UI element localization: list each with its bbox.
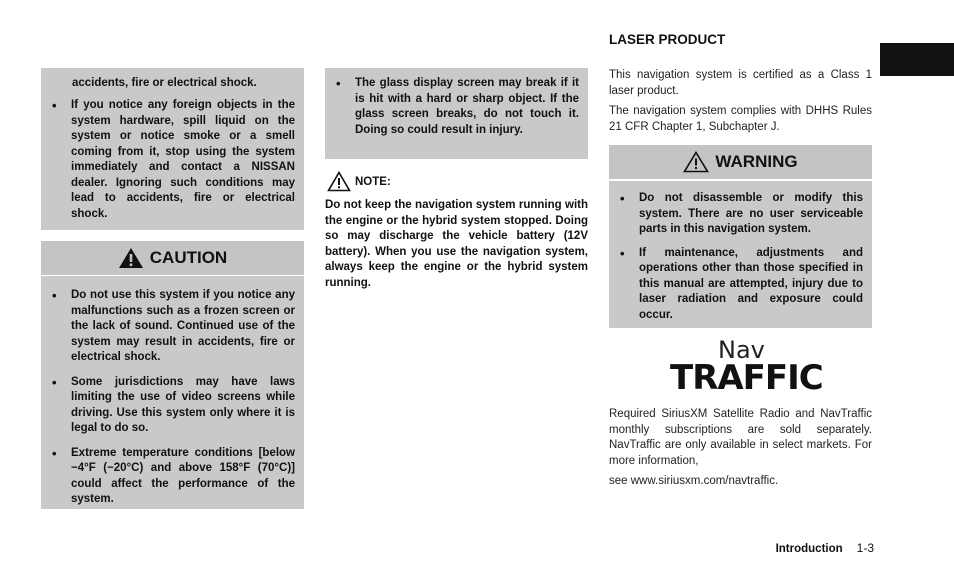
note-triangle-icon (327, 171, 351, 192)
warning-box (609, 181, 872, 328)
navtraffic-logo-nav: Nav (718, 336, 765, 364)
continued-warning-box (41, 68, 304, 230)
siriusxm-para: Required SiriusXM Satellite Radio and NavTraffic monthly subscriptions are sold separately. NavTraffic are only available in select markets. For more information, (609, 408, 872, 467)
chapter-tab (880, 43, 954, 76)
caution-box (41, 276, 304, 509)
caution-header (41, 241, 304, 275)
continued-text: accidents, fire or electrical shock. (72, 77, 257, 89)
list-item: • If maintenance, adjustments and operations other than those specified in this manual are attempted, injury due to laser radiation and exposure could occur. (609, 246, 863, 324)
caution-title: CAUTION (149, 248, 228, 267)
continued-warning-list (41, 98, 295, 231)
navtraffic-logo (662, 336, 822, 398)
laser-para-1: This navigation system is certified as a Class 1 laser product. (609, 69, 872, 97)
list-item: • Do not use this system if you notice any malfunctions such as a frozen screen or the lack of sound. Continued use of the system may result in accidents, fire or electrical shock. (41, 288, 295, 366)
footer (760, 541, 874, 555)
warning-list (609, 191, 863, 332)
list-item: • Do not disassemble or modify this system. There are no user serviceable parts in this navigation system. (609, 191, 863, 238)
list-item: • Extreme temperature conditions [below −4°F (−20°C) and above 158°F (70°C)] could affect the performance of the system. (41, 446, 295, 508)
warning-triangle-icon (683, 151, 709, 173)
footer-section: Introduction (775, 543, 843, 555)
laser-product-heading: LASER PRODUCT (609, 32, 726, 47)
siriusxm-url: see www.siriusxm.com/navtraffic. (609, 475, 779, 487)
caution-list (41, 288, 295, 517)
note-heading (327, 171, 391, 192)
caution-triangle-icon (118, 247, 144, 269)
warning-header (609, 145, 872, 179)
list-item: • Some jurisdictions may have laws limiting the use of video screens while driving. Use this system only where it is legal to do so. (41, 375, 295, 437)
note-text: Do not keep the navigation system running with the engine or the hybrid system stopped. Doing so may discharge the vehicle battery (12V battery). When you use the navigation system, always keep the engine or the hybrid system running. (325, 199, 588, 289)
note-title: NOTE: (355, 175, 391, 188)
footer-page-number: 1-3 (856, 541, 874, 555)
list-item: • If you notice any foreign objects in the system hardware, spill liquid on the system or notice smoke or a smell coming from it, stop using the system immediately and contact a NISSAN dealer. Ignoring such conditions may lead to accidents, fire or electrical shock. (41, 98, 295, 222)
glass-warning-list (325, 76, 579, 147)
warning-title: WARNING (715, 152, 798, 171)
laser-para-2: The navigation system complies with DHHS Rules 21 CFR Chapter 1, Subchapter J. (609, 105, 872, 133)
navtraffic-logo-traffic: TRAFFIC (670, 358, 823, 398)
list-item: • The glass display screen may break if it is hit with a hard or sharp object. If the glass screen breaks, do not touch it. Doing so could result in injury. (325, 76, 579, 138)
glass-warning-box (325, 68, 588, 159)
